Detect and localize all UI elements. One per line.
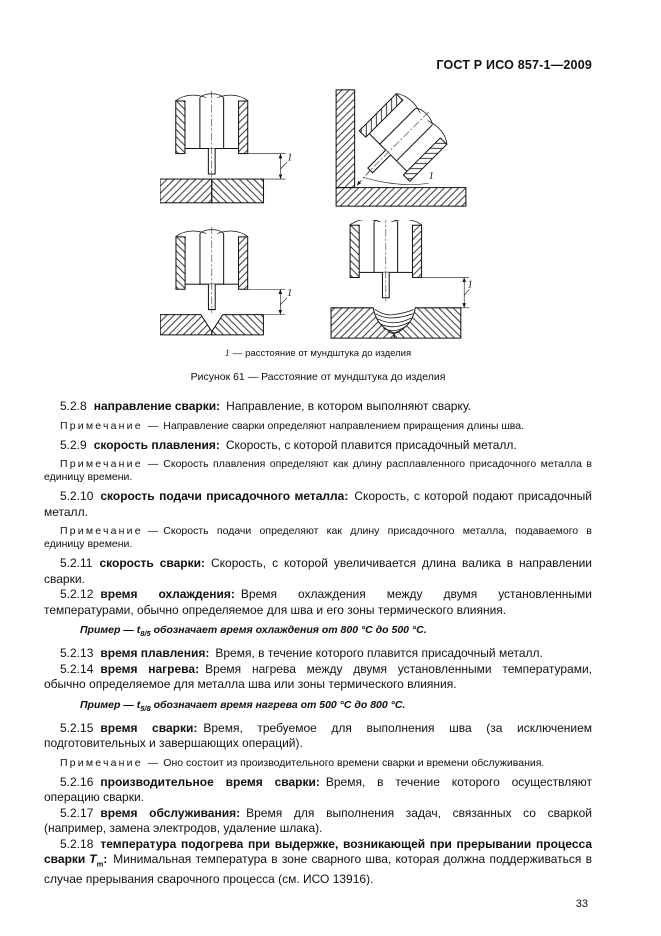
definition-text: Скорость, с которой подают присадочный металл.: [44, 489, 592, 519]
definition-5-2-13: [44, 646, 592, 662]
definition-text: Направление, в котором выполняют сварку.: [226, 399, 471, 413]
definition-5-2-9: [44, 438, 592, 454]
term: скорость сварки:: [99, 556, 205, 570]
definition-5-2-14: [44, 662, 592, 693]
subscript: 8/5: [140, 629, 151, 639]
term: время сварки:: [100, 720, 198, 735]
definition-text: Скорость, с которой увеличивается длина валика в направлении сварки.: [44, 556, 592, 586]
definition-5-2-8: [44, 399, 592, 415]
figure-legend: [44, 348, 592, 359]
diagram-torch-over-butt-joint: [160, 89, 300, 208]
definition-5-2-11: [44, 556, 592, 587]
clause-number: 5.2.8: [60, 399, 87, 413]
definition-text: Скорость, с которой плавится присадочный металл.: [225, 437, 517, 452]
diagram-torch-over-v-groove: [160, 225, 300, 340]
definition-5-2-10: [44, 489, 592, 520]
term: скорость плавления:: [93, 437, 220, 452]
clause-number: 5.2.10: [60, 489, 94, 503]
clause-number: 5.2.17: [60, 805, 94, 820]
definitions-body: [44, 399, 592, 888]
clause-number: 5.2.13: [60, 646, 94, 661]
term: скорость подачи присадочного металла:: [100, 489, 349, 503]
clause-number: 5.2.15: [60, 720, 94, 735]
clause-number: 5.2.11: [60, 556, 93, 570]
dimension-label: 1: [287, 152, 293, 164]
definition-text: Время охлаждения между двумя установленными температурами, обычно определяемое для шва и его зоны термического влияния.: [44, 587, 593, 617]
definition-text: Время для выполнения задач, связанных со сваркой (например, замена электродов, удаление шлака).: [44, 805, 592, 836]
definition-5-2-12: [44, 587, 592, 618]
definition-5-2-15: [44, 721, 592, 752]
note-5-2-9: Примечание — Скорость плавления определяют как длину расплавленного присадочного металла в единицу времени.: [44, 458, 592, 483]
term: производительное время сварки:: [100, 774, 320, 789]
legend-dash: —: [232, 348, 243, 359]
term: время охлаждения:: [100, 587, 235, 601]
term: время нагрева:: [100, 661, 200, 676]
legend-item-number: 1: [224, 349, 230, 359]
example-t8-5: Пример — $t_{8/5}$ обозначает время охлаждения от 800 °С до 500 °С.: [80, 624, 427, 639]
note-5-2-15: Примечание — Оно состоит из производительного времени сварки и времени обслуживания.: [60, 756, 545, 769]
clause-number: 5.2.16: [60, 774, 94, 789]
term: температура подогрева при выдержке, возникающей при прерывании процесса сварки: [44, 836, 592, 867]
definition-text: Минимальная температура в зоне сварного шва, которая должна поддерживаться в случае прерывания сварочного процесса (см. ИСО 13916).: [44, 852, 592, 887]
clause-number: 5.2.9: [60, 437, 87, 452]
dimension-label: 1: [287, 288, 293, 300]
note-5-2-8: Примечание — Направление сварки определяют направлением приращения длины шва.: [60, 419, 524, 432]
figure-61: [160, 88, 476, 340]
document-header: ГОСТ Р ИСО 857-1—2009: [436, 58, 592, 72]
dimension-label: 1: [467, 279, 473, 291]
term-symbol: $Т_m$:: [89, 852, 108, 869]
term: время плавления:: [100, 646, 210, 661]
example-t5-8: Пример — $t_{5/8}$ обозначает время нагрева от 500 °С до 800 °С.: [80, 698, 406, 713]
subscript: m: [96, 859, 104, 869]
definition-5-2-16: [44, 775, 592, 806]
note-5-2-10: Примечание — Скорость подачи определяют как длину присадочного металла, подаваемого в единицу времени.: [44, 525, 592, 550]
subscript: 5/8: [140, 703, 151, 713]
clause-number: 5.2.18: [60, 836, 94, 851]
figure-caption: Рисунок 61 — Расстояние от мундштука до изделия: [190, 371, 446, 383]
term: направление сварки:: [93, 399, 221, 413]
definition-5-2-17: [44, 806, 592, 837]
dimension-label: 1: [428, 171, 434, 183]
diagram-torch-in-corner-joint: [326, 88, 476, 208]
definition-text: Время, в течение которого плавится присадочный металл.: [215, 646, 543, 661]
page-number: 33: [575, 897, 588, 910]
definition-text: Время, требуемое для выполнения шва (за исключением подготовительных и завершающих операций).: [44, 720, 592, 751]
diagram-torch-over-multipass-weld: [326, 220, 476, 340]
clause-number: 5.2.14: [60, 661, 94, 676]
definition-text: Время, в течение которого осуществляют операцию сварки.: [44, 774, 592, 805]
definition-5-2-18: [44, 837, 592, 888]
definition-text: Время нагрева между двумя установленными температурами, обычно определяемое для металла шва или зоны термического влияния.: [44, 661, 593, 692]
term: время обслуживания:: [100, 805, 241, 820]
legend-text: расстояние от мундштука до изделия: [245, 348, 412, 359]
clause-number: 5.2.12: [60, 587, 94, 601]
